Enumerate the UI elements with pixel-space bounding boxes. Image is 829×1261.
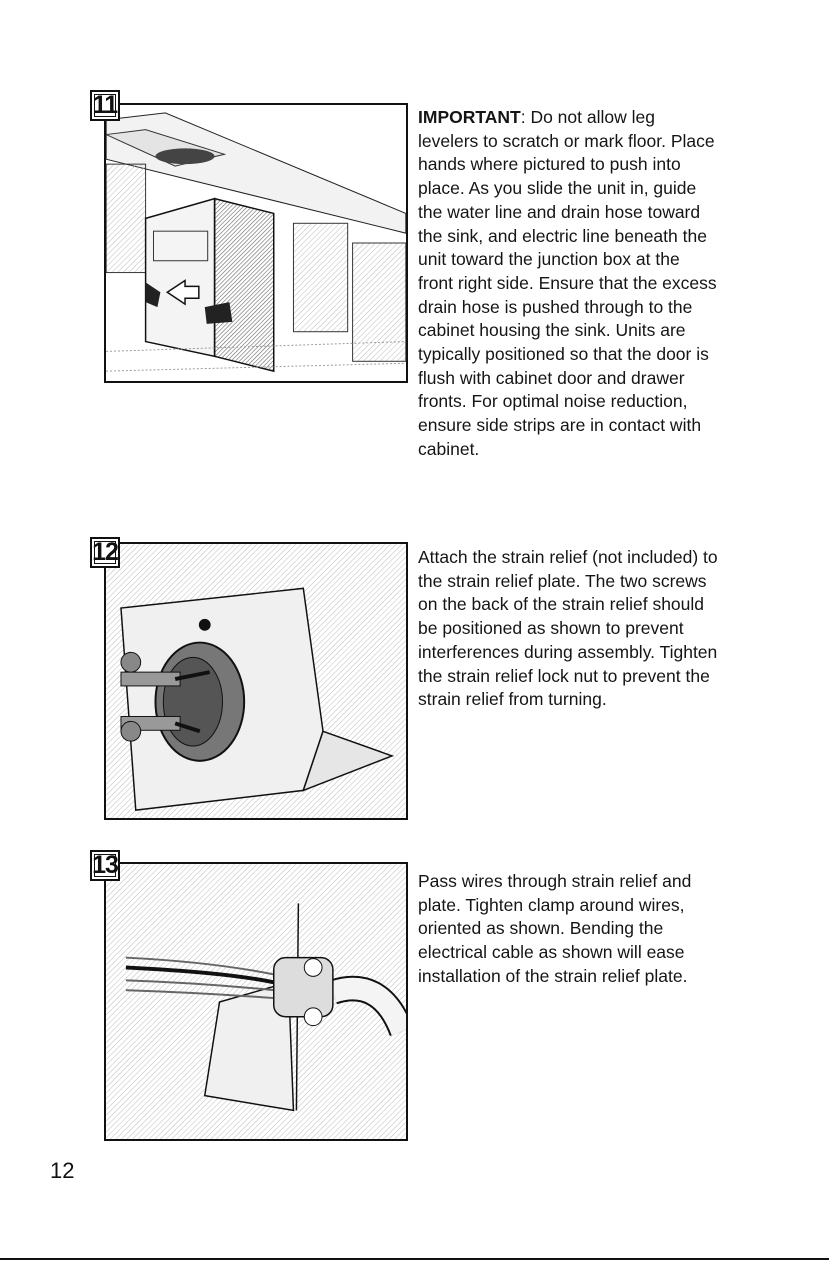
step-12-illustration [104, 542, 408, 820]
step-13-illustration [104, 862, 408, 1141]
step-13-text: Pass wires through strain relief and plate. Tighten clamp around wires, oriented as shown. Bending the electrical cable as shown will ease installation of the strain relief plate. [418, 871, 692, 986]
page-number: 12 [50, 1158, 75, 1183]
important-label: IMPORTANT [418, 107, 521, 127]
wires-through-strain-relief-drawing [106, 864, 406, 1139]
step-12-text: Attach the strain relief (not included) to the strain relief plate. The two screws on the back of the strain relief should be positioned as shown to prevent interferences during assembly. Tighten the strain relief lock nut to prevent the strain relief from turning. [418, 547, 718, 710]
dishwasher-install-drawing [106, 105, 406, 381]
step-11-text: : Do not allow leg levelers to scratch or mark floor. Place hands where pictured to push into place. As you slide the unit in, guide the water line and drain hose toward the sink, and electric line beneath the unit toward the junction box at the front right side. Ensure that the excess drain hose is pushed through to the cabinet housing the sink. Units are typically positioned so that the door is flush with cabinet door and drawer fronts. For optimal noise reduction, ensure side strips are in contact with cabinet. [418, 107, 717, 459]
strain-relief-plate-drawing [106, 544, 406, 818]
page-bottom-rule [0, 1258, 829, 1260]
step-12-number: 12 [90, 537, 120, 568]
step-11-number: 11 [90, 90, 120, 121]
step-13-number: 13 [90, 850, 120, 881]
step-11-illustration [104, 103, 408, 383]
step-11-instructions [418, 106, 718, 462]
